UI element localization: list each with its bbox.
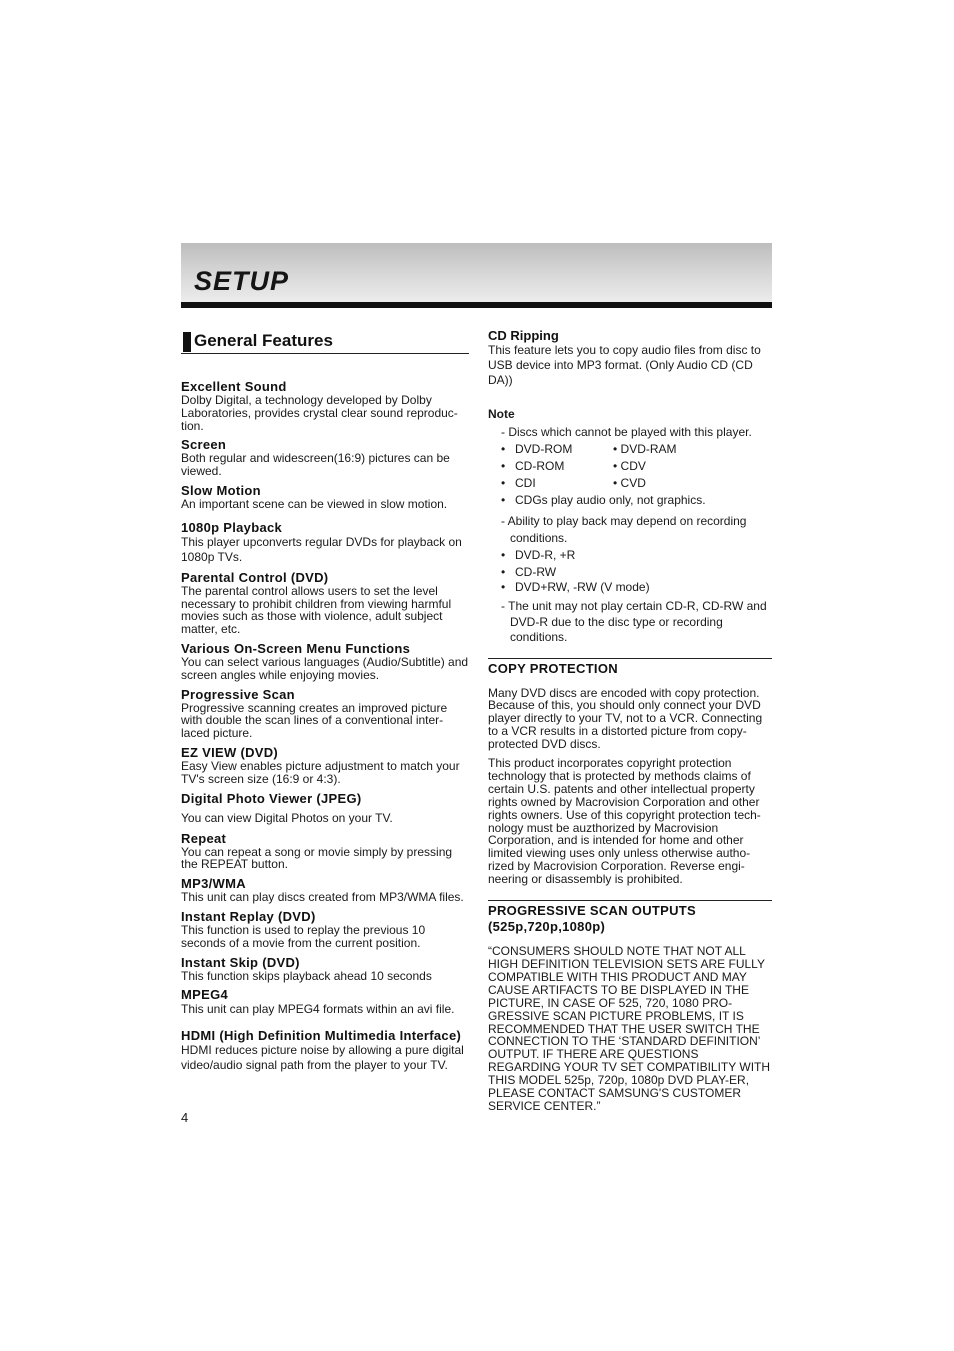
feature-item bbox=[181, 688, 469, 740]
feature-item bbox=[181, 484, 469, 511]
disc-item: CD-ROM bbox=[515, 459, 565, 473]
feature-text: Easy View enables picture adjustment to match your TV's screen size (16:9 or 4:3). bbox=[181, 758, 460, 786]
note-line: - Ability to play back may depend on recording conditions. bbox=[501, 514, 747, 545]
header-rule bbox=[181, 302, 772, 308]
bullet-icon: • bbox=[501, 580, 506, 594]
feature-item bbox=[181, 380, 469, 432]
disc-item: DVD-RAM bbox=[620, 442, 677, 456]
page-number: 4 bbox=[181, 1110, 189, 1125]
feature-item bbox=[181, 792, 469, 826]
feature-item bbox=[181, 1029, 469, 1073]
feature-text: Both regular and widescreen(16:9) pictures can be viewed. bbox=[181, 451, 450, 479]
bullet-icon: • bbox=[501, 442, 506, 456]
feature-title: EZ VIEW (DVD) bbox=[181, 744, 279, 760]
disc-item: CDI bbox=[515, 476, 536, 490]
progressive-scan-text: “CONSUMERS SHOULD NOTE THAT NOT ALL HIGH DEFINITION TELEVISION SETS ARE FULLY COMPATIBLE WITH THIS PRODUCT AND MAY CAUSE ARTIFACTS TO BE DISPLAYED IN THE PICTURE, IN CASE OF 525, 720, 1080 PRO-GRESSIVE SCAN PICTURE PROBLEMS, IT IS RECOMMENDED THAT THE USER SWITCH THE CONNECTION TO THE ‘STANDARD DEFINITION’ OUTPUT. IF THERE ARE QUESTIONS REGARDING YOUR TV SET COMPATIBILITY WITH THIS MODEL 525p, 720p, 1080p DVD PLAY-ER, PLEASE CONTACT SAMSUNG'S CUSTOMER SERVICE CENTER.” bbox=[488, 944, 771, 1113]
feature-title: Repeat bbox=[181, 830, 227, 846]
right-column bbox=[488, 329, 772, 1113]
format-row bbox=[488, 547, 772, 564]
disc-item: CVD bbox=[620, 476, 646, 490]
feature-text: You can repeat a song or movie simply by pressing the REPEAT button. bbox=[181, 844, 453, 872]
note-line: - The unit may not play certain CD-R, CD-RW and DVD-R due to the disc type or recording conditions. bbox=[501, 599, 767, 644]
feature-item bbox=[181, 832, 469, 872]
feature-title: Slow Motion bbox=[181, 482, 261, 498]
feature-title: Instant Skip (DVD) bbox=[181, 954, 300, 970]
cdg-text: CDGs play audio only, not graphics. bbox=[515, 493, 706, 507]
format-item: DVD+RW, -RW (V mode) bbox=[515, 580, 650, 594]
feature-title: Screen bbox=[181, 437, 227, 453]
feature-title: Parental Control (DVD) bbox=[181, 569, 329, 585]
format-item: DVD-R, +R bbox=[515, 548, 576, 562]
feature-item bbox=[181, 438, 469, 478]
feature-item bbox=[181, 877, 469, 904]
feature-text: HDMI reduces picture noise by allowing a pure digital video/audio signal path from the player to your TV. bbox=[181, 1043, 464, 1073]
feature-item bbox=[181, 521, 469, 565]
note-title: Note bbox=[488, 407, 515, 421]
feature-title: Excellent Sound bbox=[181, 379, 287, 394]
general-features-heading: General Features bbox=[194, 331, 333, 350]
bullet-icon: • bbox=[501, 565, 506, 579]
feature-title: Instant Replay (DVD) bbox=[181, 908, 316, 924]
feature-title: Progressive Scan bbox=[181, 686, 295, 702]
feature-item bbox=[181, 956, 469, 983]
cdg-row bbox=[488, 492, 772, 509]
progressive-scan-title: PROGRESSIVE SCAN OUTPUTS (525p,720p,1080p) bbox=[488, 903, 697, 935]
disc-item: DVD-ROM bbox=[515, 442, 573, 456]
format-row bbox=[488, 564, 772, 580]
feature-title: 1080p Playback bbox=[181, 519, 283, 535]
left-column bbox=[181, 331, 469, 1079]
bullet-icon: • bbox=[501, 476, 506, 490]
feature-text: This player upconverts regular DVDs for playback on 1080p TVs. bbox=[181, 534, 462, 564]
feature-item bbox=[181, 910, 469, 950]
copy-protection-title: COPY PROTECTION bbox=[488, 660, 618, 676]
feature-text: The parental control allows users to set the level necessary to prohibit children from viewing harmful movies such as those with violence, adult subject matter, etc. bbox=[181, 583, 452, 637]
disc-item: CDV bbox=[620, 459, 646, 473]
feature-text: Dolby Digital, a technology developed by Dolby Laboratories, provides crystal clear sound reproduc-tion. bbox=[181, 393, 458, 433]
page-title: SETUP bbox=[194, 266, 290, 296]
cd-ripping-title: CD Ripping bbox=[488, 328, 559, 343]
copy-protection-text: Many DVD discs are encoded with copy protection. Because of this, you should only connect your DVD player directly to your TV, not to a VCR. Connecting to a VCR results in a distorted picture from copy-protected DVD discs. bbox=[488, 685, 763, 752]
bullet-icon: • bbox=[501, 548, 506, 562]
feature-title: MPEG4 bbox=[181, 987, 229, 1003]
feature-text: This unit can play MPEG4 formats within an avi file. bbox=[181, 1002, 455, 1017]
feature-item bbox=[181, 571, 469, 636]
copy-protection-text: This product incorporates copyright protection technology that is protected by methods claims of certain U.S. patents and other intellectual property rights owned by Macrovision Corporation and other rights owners. Use of this copyright protection tech-nology must be auzthorized by Macrovision Corporation, and is intended for home and other limited viewing uses only unless otherwise autho-rized by Macrovision Corporation. Reverse engi-neering or disassembly is prohibited. bbox=[488, 756, 761, 887]
feature-text: You can view Digital Photos on your TV. bbox=[181, 810, 393, 825]
general-features-header bbox=[181, 331, 469, 354]
format-item: CD-RW bbox=[515, 565, 557, 579]
feature-item bbox=[181, 988, 469, 1017]
note-line: - Discs which cannot be played with this player. bbox=[501, 425, 752, 439]
section-marker bbox=[183, 332, 191, 352]
format-row bbox=[488, 580, 772, 595]
feature-text: This function is used to replay the previous 10 seconds of a movie from the current position. bbox=[181, 922, 426, 950]
feature-title: MP3/WMA bbox=[181, 876, 246, 892]
feature-title: HDMI (High Definition Multimedia Interface) bbox=[181, 1028, 462, 1044]
feature-item bbox=[181, 642, 469, 682]
disc-row: • CDI • CVD bbox=[501, 476, 646, 490]
feature-text: This unit can play discs created from MP3/WMA files. bbox=[181, 890, 464, 905]
feature-text: You can select various languages (Audio/Subtitle) and screen angles while enjoying movies. bbox=[181, 654, 469, 682]
cd-ripping-text: This feature lets you to copy audio files from disc to USB device into MP3 format. (Only Audio CD (CD DA)) bbox=[488, 343, 761, 387]
feature-title: Various On-Screen Menu Functions bbox=[181, 640, 411, 656]
feature-text: An important scene can be viewed in slow motion. bbox=[181, 496, 448, 511]
feature-title: Digital Photo Viewer (JPEG) bbox=[181, 790, 362, 806]
bullet-icon: • bbox=[501, 459, 506, 473]
feature-text: Progressive scanning creates an improved picture with double the scan lines of a conventional inter-laced picture. bbox=[181, 700, 448, 741]
bullet-icon: • bbox=[501, 493, 506, 507]
disc-row: • DVD-ROM • DVD-RAM bbox=[501, 442, 677, 456]
feature-text: This function skips playback ahead 10 seconds bbox=[181, 968, 432, 983]
feature-item bbox=[181, 746, 469, 786]
disc-row: • CD-ROM • CDV bbox=[501, 459, 646, 473]
